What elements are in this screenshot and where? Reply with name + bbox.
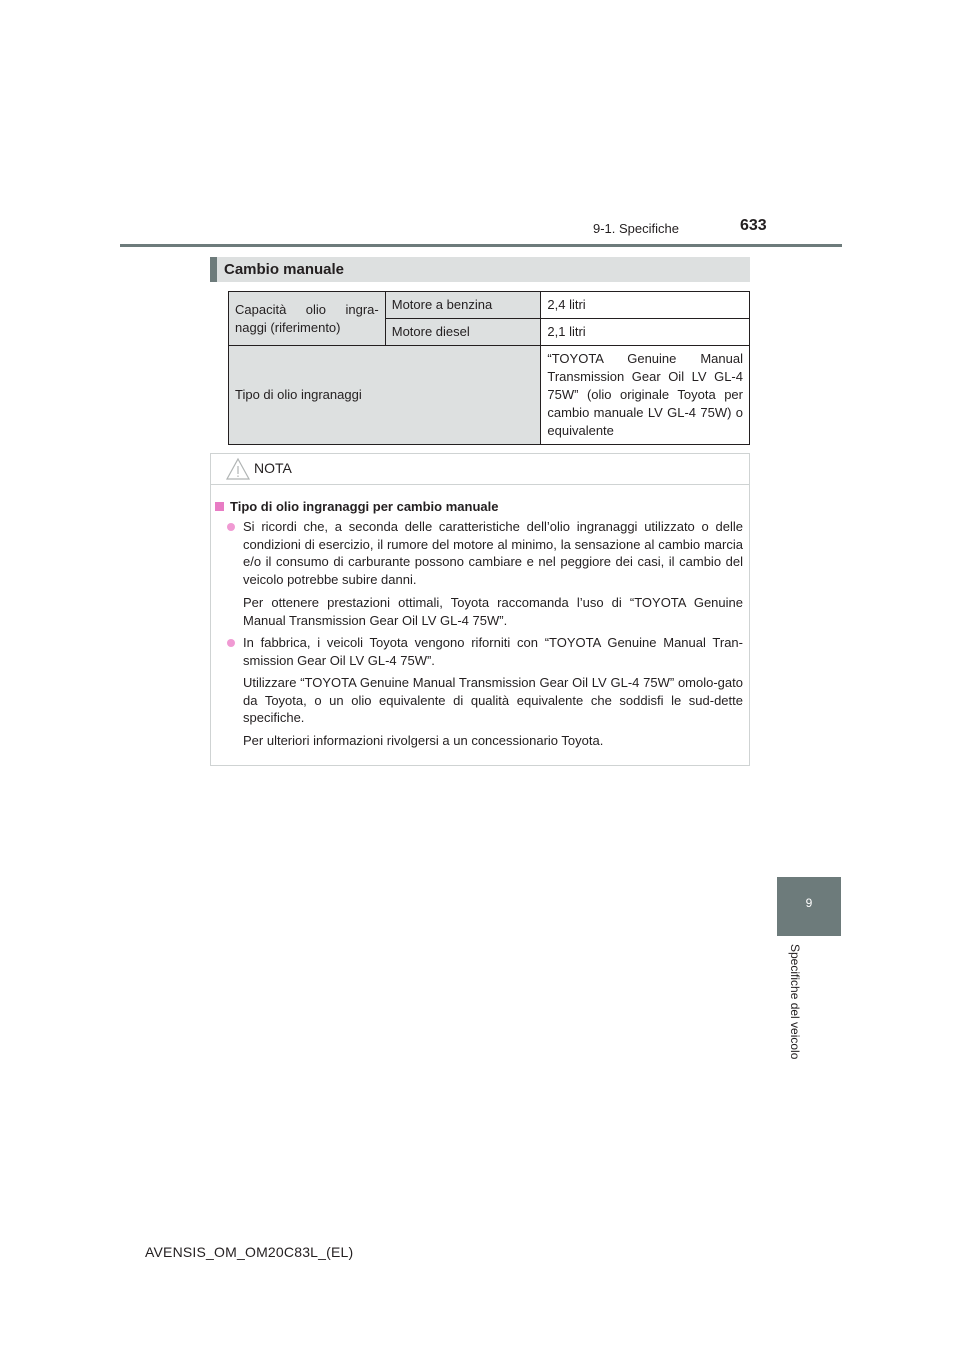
- chapter-tab: [777, 877, 841, 936]
- note-paragraph: Si ricordi che, a seconda delle caratteristiche dell’olio ingranaggi utilizzato o delle condizioni di esercizio, il rumore del motore al minimo, la sensazione al cambio marcia e/o il consumo di carburante possono cambiare e nel peggiore dei casi, il cambio del veicolo potrebbe subire danni.: [243, 519, 743, 587]
- bullet-dot-icon: [227, 523, 235, 531]
- note-paragraph: Per ottenere prestazioni ottimali, Toyota raccomanda l’uso di “TOYOTA Genuine Manual Transmission Gear Oil LV GL-4 75W”.: [243, 595, 743, 628]
- page-number: 633: [740, 217, 767, 234]
- square-bullet-icon: [215, 502, 224, 511]
- table-row: [229, 346, 750, 445]
- document-code: AVENSIS_OM_OM20C83L_(EL): [145, 1244, 354, 1260]
- chapter-label: [788, 944, 802, 1074]
- spec-table: [228, 291, 750, 445]
- engine-cell: Motore diesel: [385, 319, 541, 346]
- note-paragraph: Per ulteriori informazioni rivolgersi a un concessionario Toyota.: [243, 733, 604, 748]
- oil-type-value: “TOYOTA Genuine Manual Transmission Gear Oil LV GL-4 75W” (olio originale Toyota per cambio manuale LV GL-4 75W) o equivalente: [541, 346, 750, 445]
- note-paragraph: In fabbrica, i veicoli Toyota vengono riforniti con “TOYOTA Genuine Manual Tran-smission Gear Oil LV GL-4 75W”.: [243, 635, 743, 668]
- note-header: [211, 454, 749, 485]
- note-subheading-text: Tipo di olio ingranaggi per cambio manuale: [230, 499, 499, 514]
- capacity-value: 2,1 litri: [541, 319, 750, 346]
- table-row: [229, 292, 750, 319]
- section-accent: [210, 257, 217, 282]
- section-header: 9-1. Specifiche: [593, 221, 679, 236]
- note-subheading: [215, 498, 498, 516]
- section-title: Cambio manuale: [224, 261, 345, 278]
- bullet-dot-icon: [227, 639, 235, 647]
- note-box: [210, 453, 750, 766]
- chapter-label-text: Specifiche del veicolo: [788, 944, 802, 1060]
- oil-type-label: Tipo di olio ingranaggi: [229, 346, 541, 445]
- capacity-label: Capacità olio ingra-naggi (riferimento): [229, 292, 386, 346]
- capacity-value: 2,4 litri: [541, 292, 750, 319]
- section-title-bar: [210, 257, 750, 282]
- note-title: NOTA: [254, 460, 292, 476]
- header-divider: [120, 244, 842, 247]
- chapter-number: 9: [805, 896, 813, 910]
- note-paragraph: Utilizzare “TOYOTA Genuine Manual Transmission Gear Oil LV GL-4 75W” omolo-gato da Toyota, o un olio equivalente di qualità equivalente che soddisfi le sud-dette specifiche.: [243, 675, 743, 725]
- warning-triangle-icon: [225, 457, 251, 481]
- engine-cell: Motore a benzina: [385, 292, 541, 319]
